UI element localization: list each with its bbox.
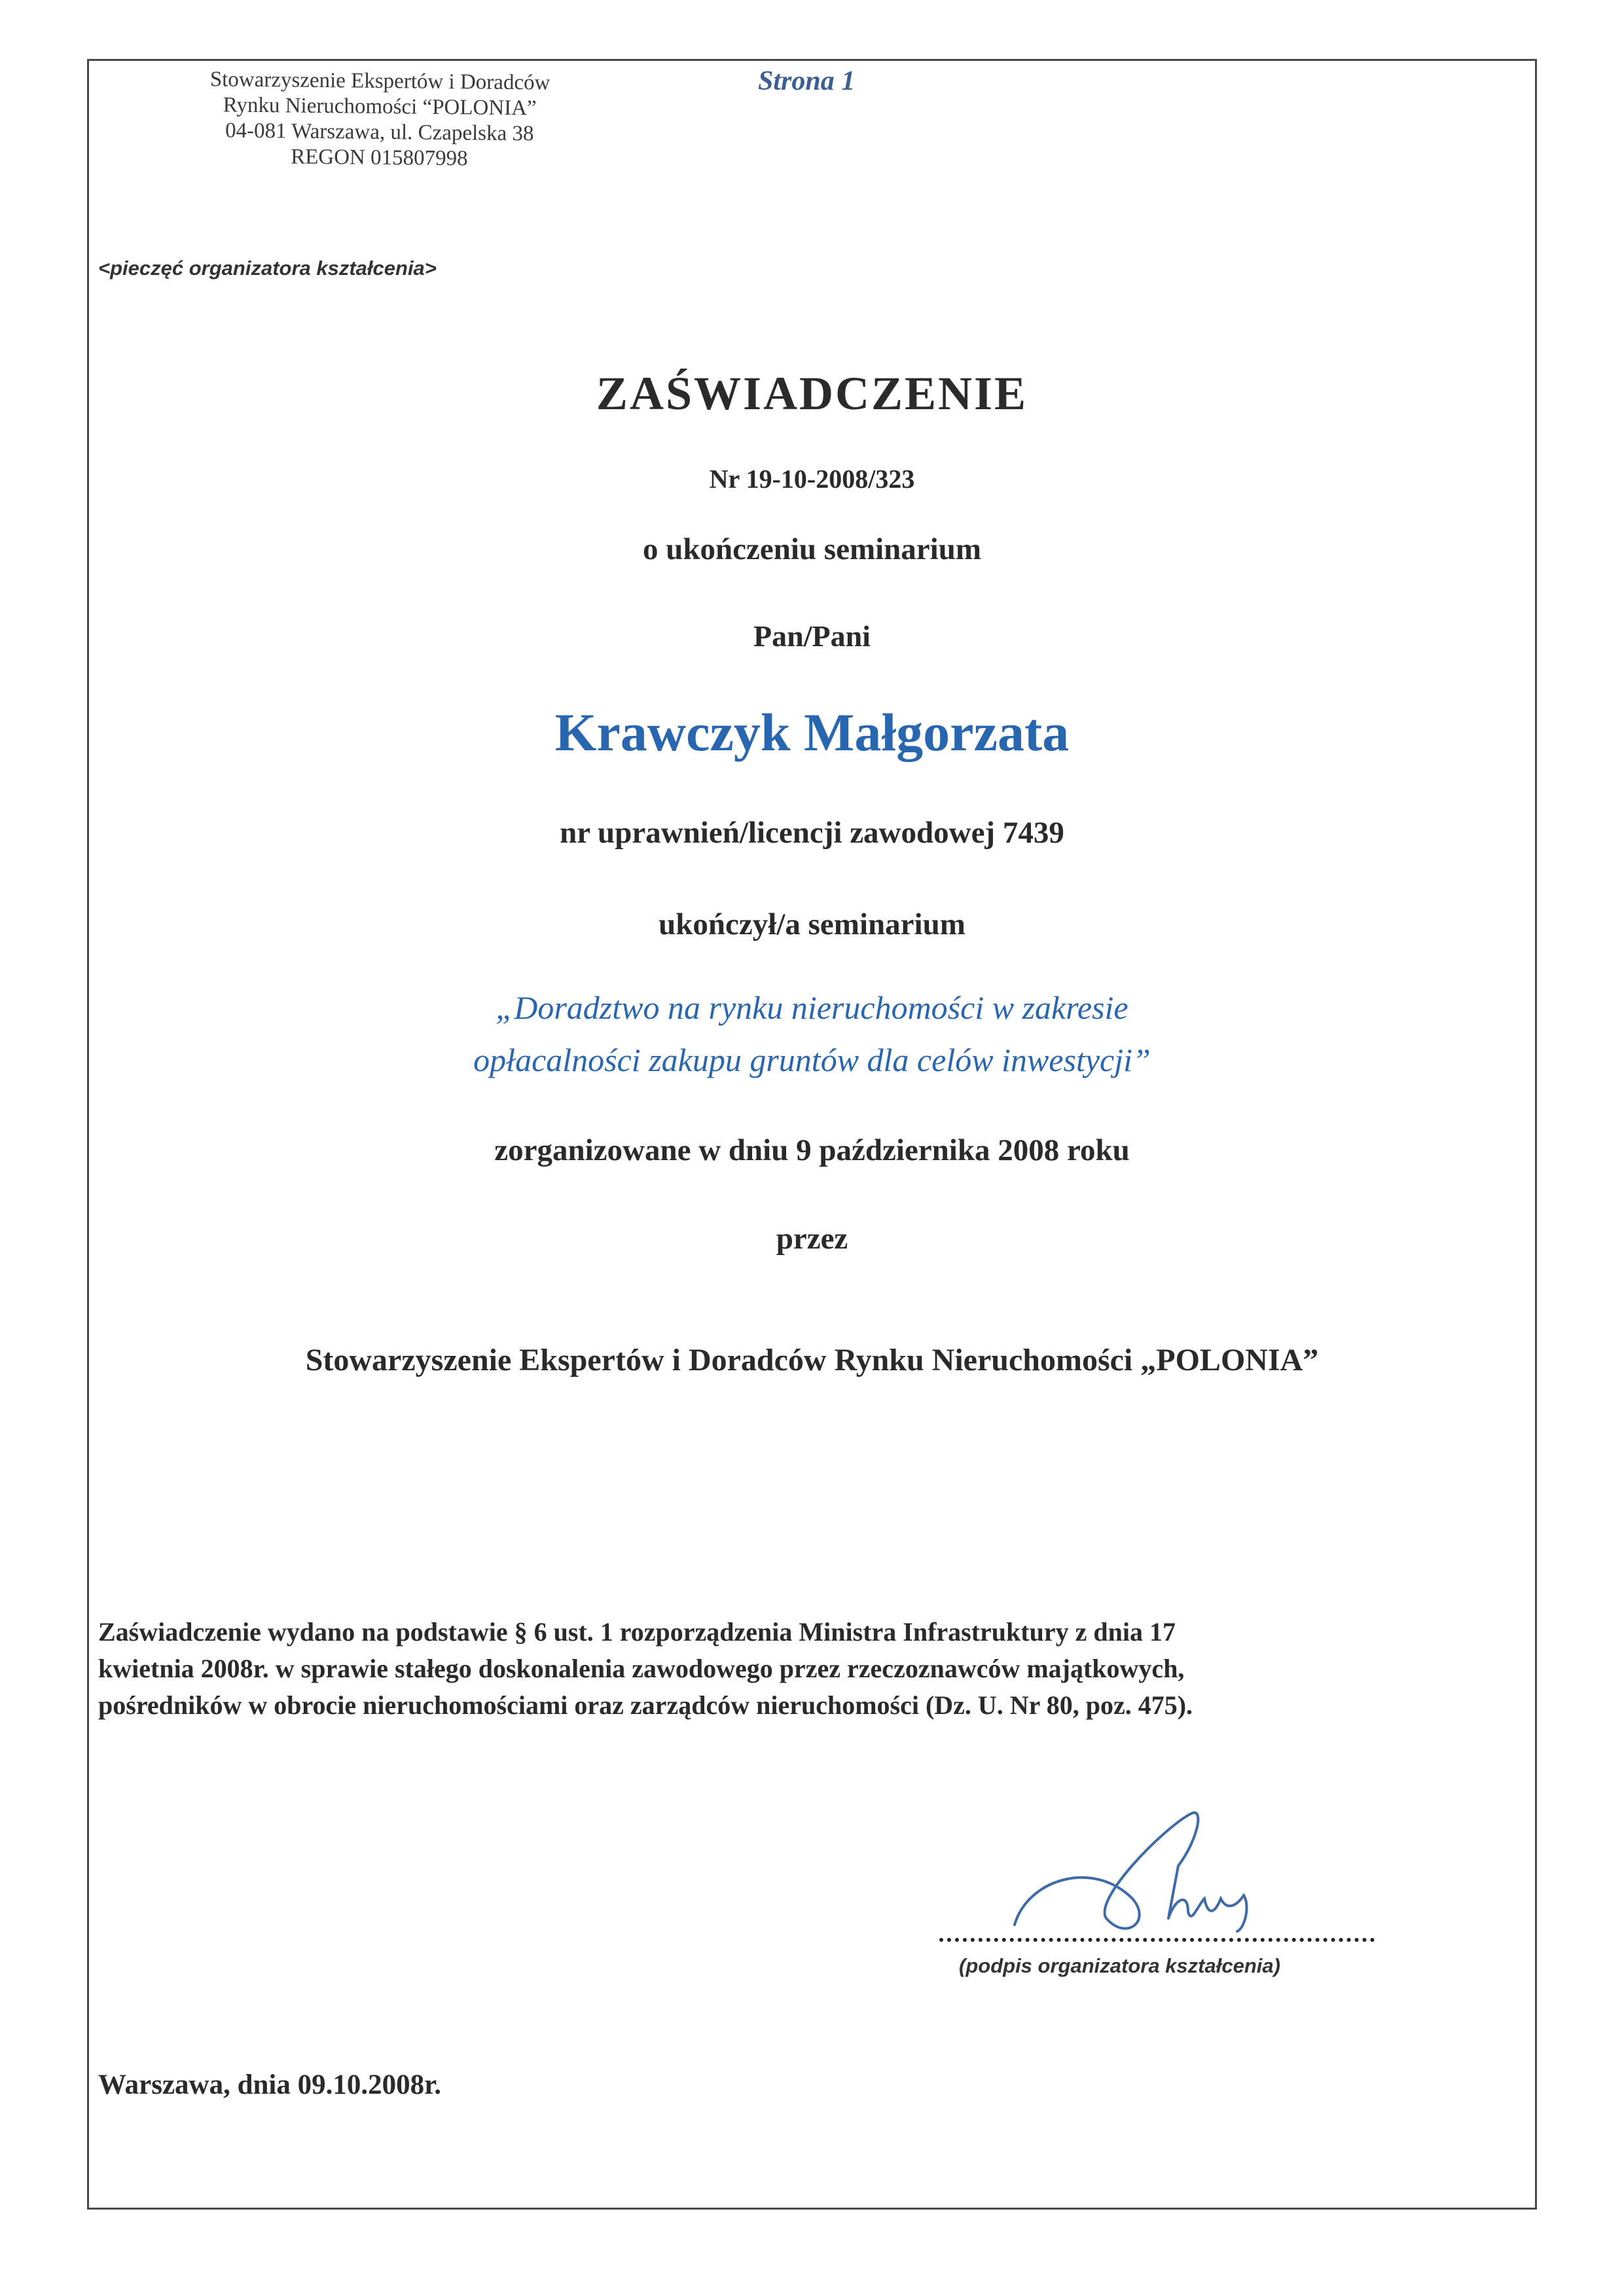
stamp-line: 04-081 Warszawa, ul. Czapelska 38 bbox=[225, 118, 534, 146]
legal-line: Zaświadczenie wydano na podstawie § 6 ust. 1 rozporządzenia Ministra Infrastruktury z dnia 17 bbox=[98, 1617, 1176, 1647]
recipient-name: Krawczyk Małgorzata bbox=[554, 702, 1070, 762]
course-title-line: „Doradztwo na rynku nieruchomości w zakresie bbox=[496, 989, 1128, 1026]
completed-text: ukończył/a seminarium bbox=[659, 907, 965, 941]
seminar-date: zorganizowane w dniu 9 października 2008 roku bbox=[494, 1133, 1130, 1167]
certificate-subtitle: o ukończeniu seminarium bbox=[642, 532, 982, 566]
signature-image bbox=[1001, 1800, 1276, 1951]
certificate-number: Nr 19-10-2008/323 bbox=[709, 464, 915, 494]
stamp-caption: <pieczęć organizatora kształcenia> bbox=[98, 257, 437, 280]
stamp-line: REGON 015807998 bbox=[290, 145, 468, 171]
organizer-name: Stowarzyszenie Ekspertów i Doradców Rynku Nieruchomości „POLONIA” bbox=[305, 1343, 1319, 1377]
page-number: Strona 1 bbox=[758, 66, 856, 96]
by-text: przez bbox=[776, 1222, 848, 1256]
place-and-date: Warszawa, dnia 09.10.2008r. bbox=[98, 2069, 441, 2100]
legal-basis bbox=[98, 1614, 1532, 1724]
certificate-title: ZAŚWIADCZENIE bbox=[596, 367, 1028, 420]
organizer-stamp bbox=[130, 66, 629, 173]
signature-caption: (podpis organizatora kształcenia) bbox=[959, 1954, 1280, 1977]
salutation: Pan/Pani bbox=[753, 619, 871, 653]
stamp-line: Rynku Nieruchomości “POLONIA” bbox=[223, 93, 537, 120]
legal-line: kwietnia 2008r. w sprawie stałego doskonalenia zawodowego przez rzeczoznawców majątkowych, bbox=[98, 1654, 1185, 1683]
course-title-line: opłacalności zakupu gruntów dla celów inwestycji” bbox=[473, 1042, 1151, 1078]
license-number: nr uprawnień/licencji zawodowej 7439 bbox=[560, 816, 1064, 850]
legal-line: pośredników w obrocie nieruchomościami oraz zarządców nieruchomości (Dz. U. Nr 80, poz. 475). bbox=[98, 1690, 1193, 1720]
stamp-line: Stowarzyszenie Ekspertów i Doradców bbox=[209, 67, 550, 95]
signature-line bbox=[939, 1938, 1375, 1942]
